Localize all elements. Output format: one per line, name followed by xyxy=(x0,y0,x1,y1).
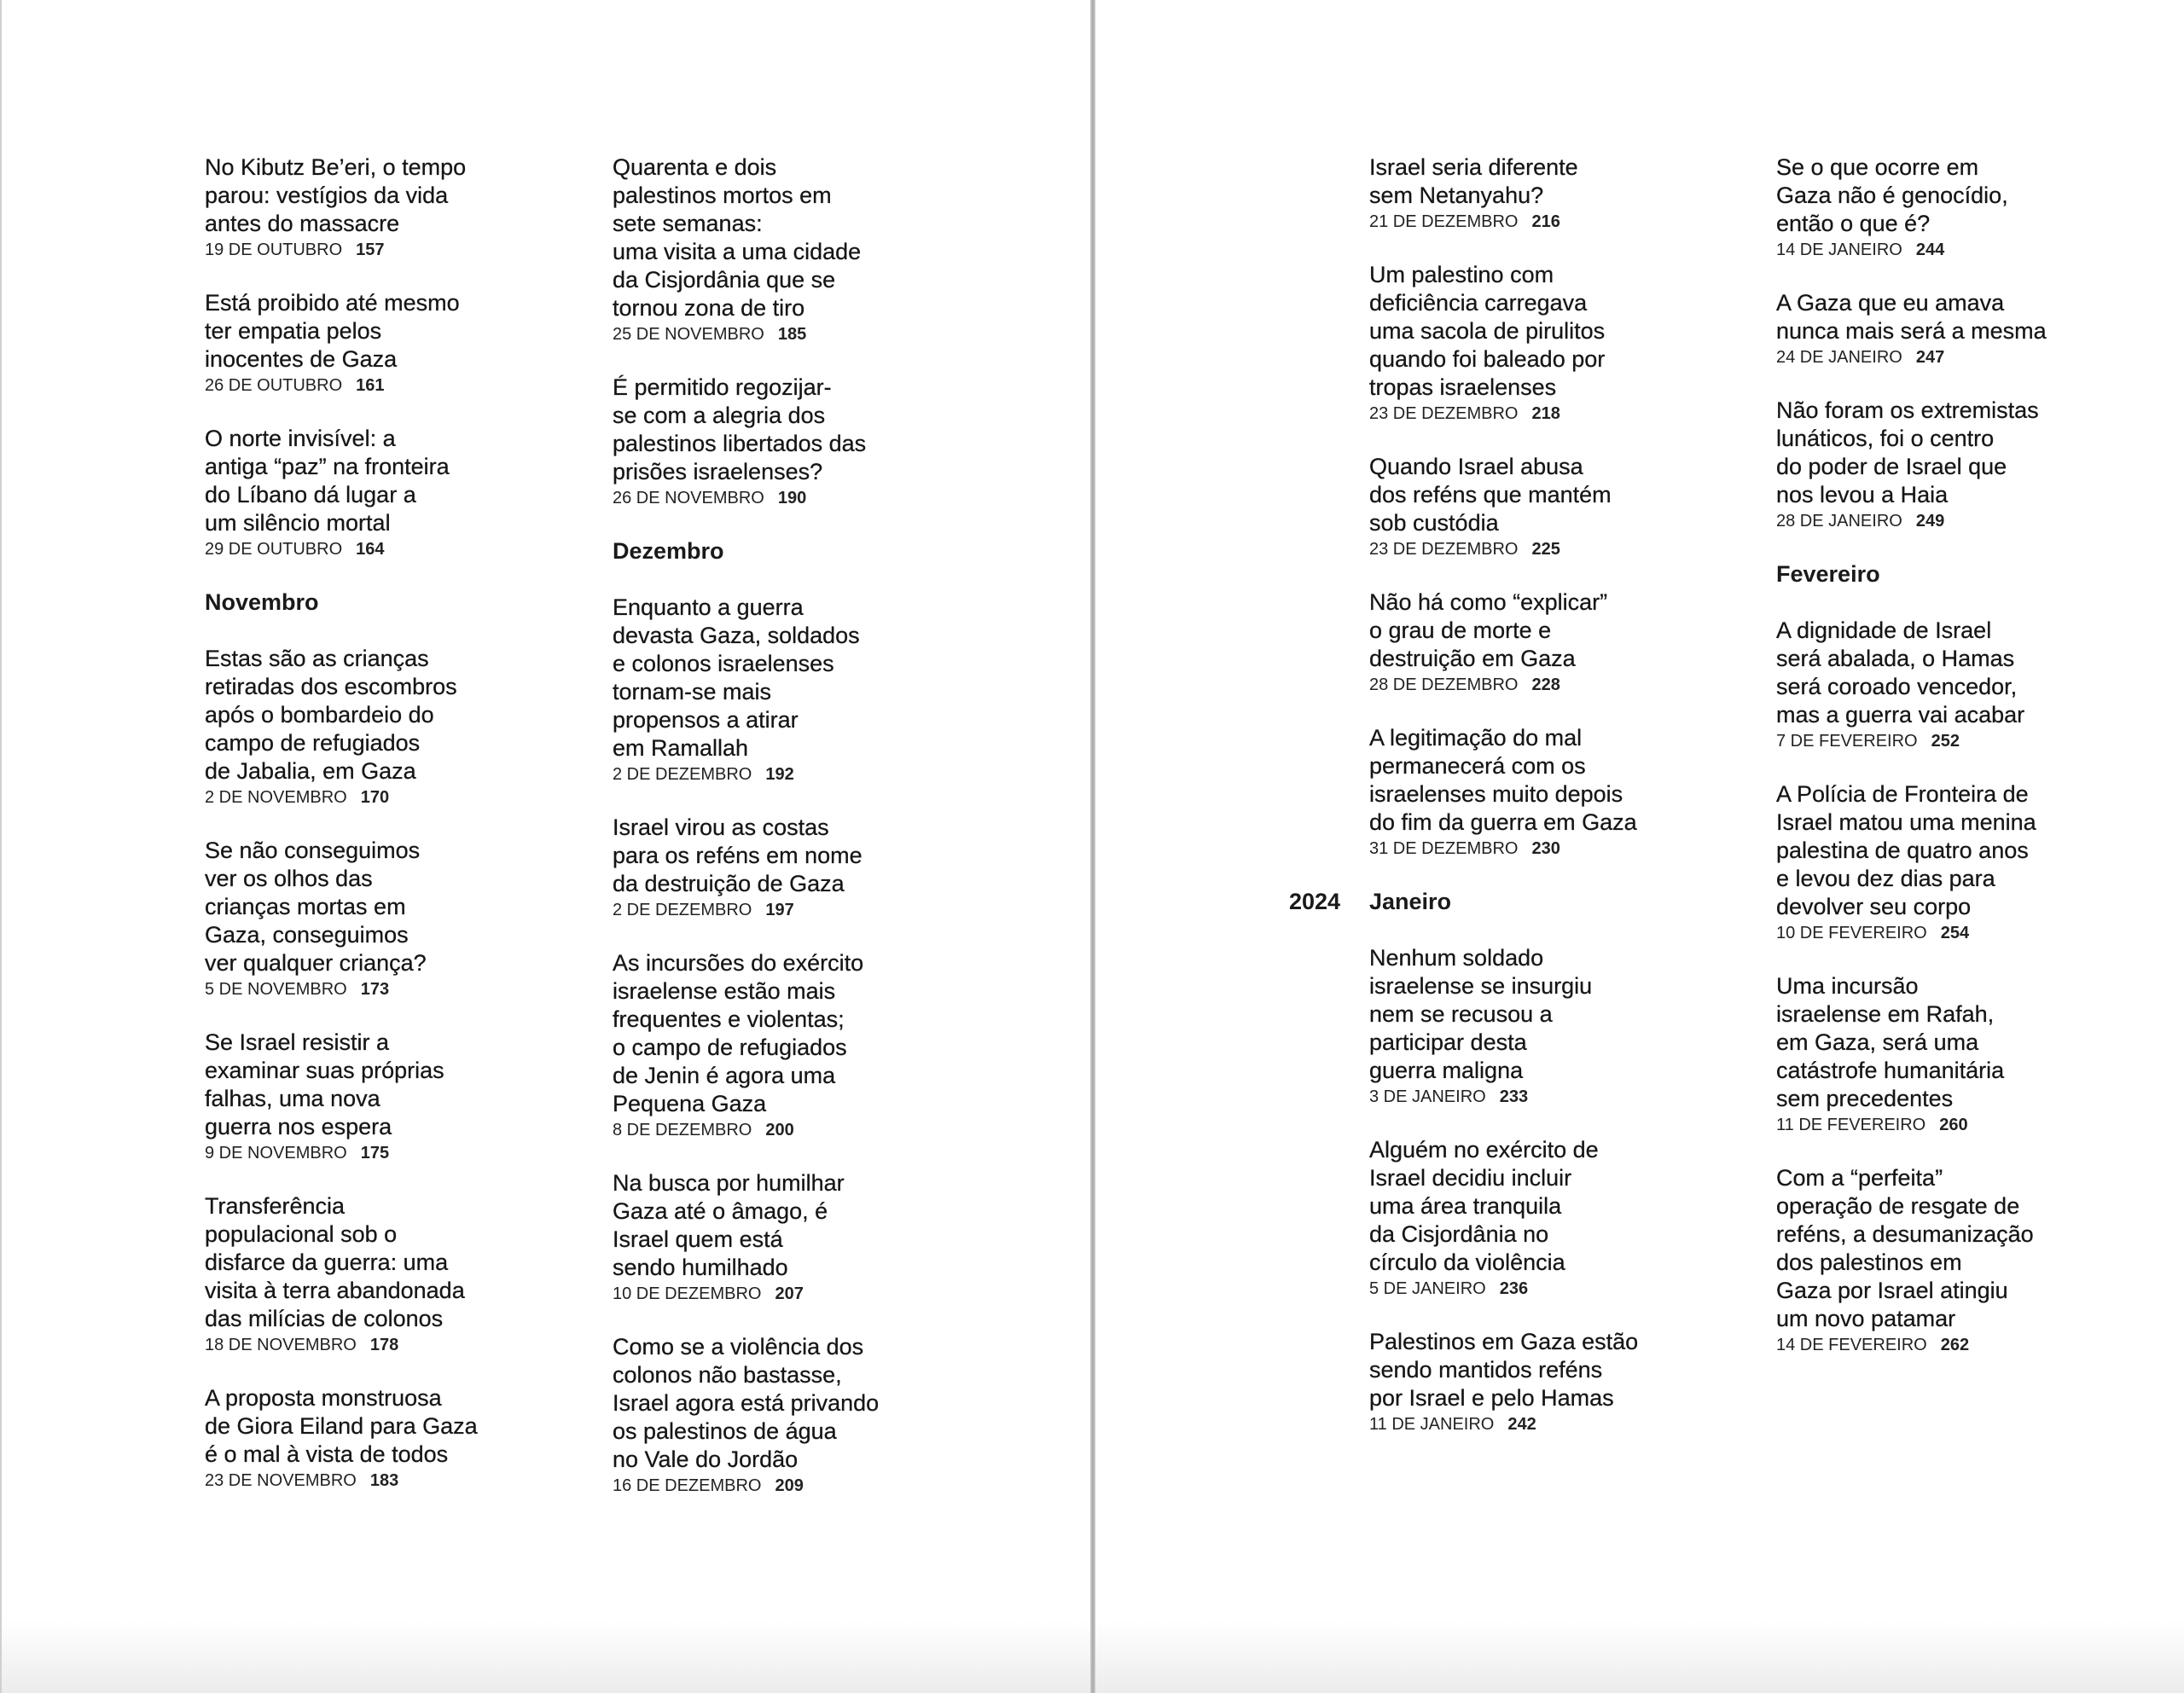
entry-title-line: Israel decidiu incluir xyxy=(1369,1165,1572,1191)
entry-title-line: uma sacola de pirulitos xyxy=(1369,318,1606,344)
month-heading xyxy=(613,537,920,565)
entry-meta xyxy=(205,1142,512,1164)
entry-title-line: então o que é? xyxy=(1776,211,1931,236)
entry-title-line: Gaza, conseguimos xyxy=(205,922,409,948)
toc-entry[interactable] xyxy=(205,645,512,809)
entry-title-line: Transferência xyxy=(205,1193,346,1219)
entry-title-line: israelense em Rafah, xyxy=(1776,1001,1995,1027)
entry-page-number: 173 xyxy=(360,980,390,999)
month-heading xyxy=(205,588,512,617)
toc-entry[interactable] xyxy=(205,1384,512,1492)
toc-entry[interactable] xyxy=(1776,617,2083,752)
entry-date: 14 DE JANEIRO xyxy=(1776,241,1902,259)
entry-title-line: retiradas dos escombros xyxy=(205,674,457,699)
entry-meta xyxy=(1776,239,2083,261)
entry-title-line: Israel quem está xyxy=(613,1226,783,1252)
entry-title-line: uma visita a uma cidade xyxy=(613,239,862,264)
entry-title-line: e colonos israelenses xyxy=(613,651,834,676)
toc-entry[interactable] xyxy=(1369,724,1676,860)
entry-title-line: Israel matou uma menina xyxy=(1776,809,2036,835)
month-label: Janeiro xyxy=(1369,889,1452,914)
entry-date: 5 DE JANEIRO xyxy=(1369,1279,1486,1298)
entry-date: 19 DE OUTUBRO xyxy=(205,241,343,259)
entry-meta xyxy=(1776,1114,2083,1136)
entry-page-number: 207 xyxy=(775,1284,804,1303)
entry-title-line: populacional sob o xyxy=(205,1221,398,1247)
entry-title-line: do Líbano dá lugar a xyxy=(205,482,416,507)
entry-date: 10 DE FEVEREIRO xyxy=(1776,924,1927,942)
year-heading: 2024 xyxy=(1289,889,1341,914)
entry-title xyxy=(205,837,512,977)
entry-title-line: É permitido regozijar- xyxy=(613,374,832,400)
entry-title-line: um novo patamar xyxy=(1776,1306,1956,1331)
entry-title xyxy=(1776,1164,2083,1333)
toc-entry[interactable] xyxy=(1369,944,1676,1108)
entry-title-line: o grau de morte e xyxy=(1369,617,1552,643)
entry-title-line: catástrofe humanitária xyxy=(1776,1058,2005,1083)
toc-entry[interactable] xyxy=(1369,588,1676,696)
entry-title xyxy=(613,949,920,1118)
entry-title xyxy=(205,1029,512,1141)
entry-title-line: Se Israel resistir a xyxy=(205,1029,390,1055)
toc-entry[interactable] xyxy=(1776,972,2083,1136)
entry-page-number: 230 xyxy=(1531,839,1560,858)
entry-title-line: campo de refugiados xyxy=(205,730,421,756)
entry-meta xyxy=(613,763,920,786)
entry-title-line: do poder de Israel que xyxy=(1776,454,2007,479)
entry-page-number: 209 xyxy=(775,1476,804,1495)
toc-entry[interactable] xyxy=(613,814,920,921)
right-page-column-2 xyxy=(1776,154,2083,1384)
entry-title-line: e levou dez dias para xyxy=(1776,866,1995,891)
entry-title-line: sendo mantidos reféns xyxy=(1369,1357,1603,1383)
entry-meta xyxy=(1776,510,2083,532)
toc-entry[interactable] xyxy=(613,1169,920,1305)
entry-page-number: 262 xyxy=(1940,1336,1970,1354)
toc-entry[interactable] xyxy=(205,1192,512,1356)
entry-title-line: da destruição de Gaza xyxy=(613,871,845,896)
entry-meta xyxy=(613,323,920,345)
entry-title-line: Gaza até o âmago, é xyxy=(613,1198,828,1224)
entry-meta xyxy=(1369,538,1676,560)
entry-title-line: sob custódia xyxy=(1369,510,1499,536)
entry-title-line: Não foram os extremistas xyxy=(1776,397,2039,423)
entry-date: 23 DE DEZEMBRO xyxy=(1369,540,1519,559)
entry-date: 23 DE NOVEMBRO xyxy=(205,1471,357,1490)
entry-meta xyxy=(613,487,920,509)
entry-title xyxy=(1776,780,2083,921)
entry-date: 26 DE NOVEMBRO xyxy=(613,489,764,507)
entry-date: 14 DE FEVEREIRO xyxy=(1776,1336,1927,1354)
month-label: Novembro xyxy=(205,589,319,615)
entry-meta xyxy=(205,239,512,261)
entry-meta xyxy=(1776,1334,2083,1356)
entry-title-line: os palestinos de água xyxy=(613,1418,837,1444)
entry-title xyxy=(1776,397,2083,509)
right-page xyxy=(1095,0,2184,1693)
entry-date: 10 DE DEZEMBRO xyxy=(613,1284,762,1303)
entry-title-line: sem precedentes xyxy=(1776,1086,1954,1111)
right-page-column-1 xyxy=(1289,154,1676,1464)
toc-entry[interactable] xyxy=(1776,780,2083,944)
toc-entry[interactable] xyxy=(1369,1328,1676,1435)
entry-title xyxy=(1776,972,2083,1113)
entry-title xyxy=(613,1333,920,1474)
entry-meta xyxy=(205,786,512,809)
entry-title-line: A dignidade de Israel xyxy=(1776,617,1992,643)
entry-title xyxy=(1776,154,2083,238)
entry-title-line: será abalada, o Hamas xyxy=(1776,646,2015,671)
entry-title-line: Nenhum soldado xyxy=(1369,945,1544,971)
entry-title-line: sendo humilhado xyxy=(613,1255,788,1280)
entry-title-line: nem se recusou a xyxy=(1369,1001,1553,1027)
entry-title-line: guerra nos espera xyxy=(205,1114,392,1139)
entry-title xyxy=(205,425,512,537)
entry-title xyxy=(205,1384,512,1469)
entry-title-line: As incursões do exército xyxy=(613,950,864,976)
entry-title xyxy=(1776,289,2083,345)
entry-title-line: do fim da guerra em Gaza xyxy=(1369,809,1637,835)
entry-page-number: 216 xyxy=(1531,212,1560,231)
entry-page-number: 190 xyxy=(777,489,807,507)
entry-title-line: Israel seria diferente xyxy=(1369,154,1578,180)
entry-title-line: sem Netanyahu? xyxy=(1369,183,1544,208)
entry-title-line: crianças mortas em xyxy=(205,894,406,919)
entry-date: 2 DE NOVEMBRO xyxy=(205,788,347,807)
entry-title-line: Uma incursão xyxy=(1776,973,1919,999)
entry-title xyxy=(613,154,920,322)
entry-title-line: Está proibido até mesmo xyxy=(205,290,460,316)
entry-date: 9 DE NOVEMBRO xyxy=(205,1144,347,1162)
toc-entry[interactable] xyxy=(613,1333,920,1497)
entry-page-number: 218 xyxy=(1531,404,1560,423)
entry-title-line: o campo de refugiados xyxy=(613,1035,847,1060)
entry-title xyxy=(205,1192,512,1333)
entry-title-line: Palestinos em Gaza estão xyxy=(1369,1329,1639,1354)
toc-entry[interactable] xyxy=(205,154,512,261)
toc-entry[interactable] xyxy=(613,594,920,786)
toc-entry[interactable] xyxy=(205,837,512,1000)
entry-title-line: operação de resgate de xyxy=(1776,1193,2020,1219)
entry-date: 26 DE OUTUBRO xyxy=(205,376,343,395)
entry-title-line: palestina de quatro anos xyxy=(1776,838,2029,863)
entry-title-line: participar desta xyxy=(1369,1029,1527,1055)
toc-entry[interactable] xyxy=(1369,261,1676,425)
entry-meta xyxy=(1776,346,2083,368)
entry-title xyxy=(205,154,512,238)
entry-page-number: 197 xyxy=(765,901,794,919)
entry-meta xyxy=(1369,838,1676,860)
entry-page-number: 242 xyxy=(1507,1415,1536,1434)
entry-page-number: 170 xyxy=(360,788,390,807)
month-heading xyxy=(1289,888,1676,916)
left-page-column-2 xyxy=(613,154,920,1525)
toc-entry[interactable] xyxy=(613,374,920,509)
entry-title-line: Gaza por Israel atingiu xyxy=(1776,1278,2008,1303)
entry-meta xyxy=(1369,403,1676,425)
entry-date: 11 DE JANEIRO xyxy=(1369,1415,1495,1434)
entry-date: 16 DE DEZEMBRO xyxy=(613,1476,762,1495)
entry-title-line: Um palestino com xyxy=(1369,262,1554,287)
entry-meta xyxy=(1776,730,2083,752)
entry-title-line: visita à terra abandonada xyxy=(205,1278,465,1303)
entry-title-line: tornou zona de tiro xyxy=(613,295,805,321)
entry-page-number: 249 xyxy=(1915,512,1945,531)
entry-date: 28 DE DEZEMBRO xyxy=(1369,675,1519,694)
entry-title xyxy=(1776,617,2083,729)
entry-date: 28 DE JANEIRO xyxy=(1776,512,1902,531)
entry-meta xyxy=(1369,1278,1676,1300)
entry-page-number: 254 xyxy=(1940,924,1970,942)
entry-date: 3 DE JANEIRO xyxy=(1369,1087,1486,1106)
entry-title-line: mas a guerra vai acabar xyxy=(1776,702,2025,728)
entry-title-line: tornam-se mais xyxy=(613,679,772,704)
entry-title-line: israelense se insurgiu xyxy=(1369,973,1593,999)
entry-title xyxy=(205,645,512,786)
entry-title-line: para os reféns em nome xyxy=(613,843,863,868)
entry-title-line: parou: vestígios da vida xyxy=(205,183,449,208)
toc-entry[interactable] xyxy=(205,425,512,560)
entry-title-line: Gaza não é genocídio, xyxy=(1776,183,2008,208)
entry-title-line: No Kibutz Be’eri, o tempo xyxy=(205,154,467,180)
entry-title xyxy=(1369,588,1676,673)
entry-title xyxy=(613,374,920,486)
entry-title-line: ver os olhos das xyxy=(205,866,373,891)
entry-title-line: sete semanas: xyxy=(613,211,763,236)
entry-title-line: de Giora Eiland para Gaza xyxy=(205,1413,478,1439)
entry-title-line: Israel agora está privando xyxy=(613,1390,880,1416)
entry-title-line: Estas são as crianças xyxy=(205,646,429,671)
entry-meta xyxy=(1369,1086,1676,1108)
entry-title-line: é o mal à vista de todos xyxy=(205,1441,449,1467)
entry-title-line: disfarce da guerra: uma xyxy=(205,1249,449,1275)
entry-title-line: em Gaza, será uma xyxy=(1776,1029,1979,1055)
toc-entry[interactable] xyxy=(1776,1164,2083,1356)
entry-title-line: A Gaza que eu amava xyxy=(1776,290,2005,316)
entry-title-line: se com a alegria dos xyxy=(613,403,826,428)
entry-title-line: Quando Israel abusa xyxy=(1369,454,1583,479)
entry-title-line: antiga “paz” na fronteira xyxy=(205,454,450,479)
entry-title xyxy=(1369,1328,1676,1412)
entry-title-line: propensos a atirar xyxy=(613,707,799,733)
entry-meta xyxy=(1369,1413,1676,1435)
entry-title-line: Israel virou as costas xyxy=(613,815,829,840)
toc-entry[interactable] xyxy=(613,949,920,1141)
entry-date: 21 DE DEZEMBRO xyxy=(1369,212,1519,231)
entry-page-number: 185 xyxy=(777,325,807,344)
entry-title-line: ter empatia pelos xyxy=(205,318,382,344)
entry-title xyxy=(1369,724,1676,837)
entry-date: 29 DE OUTUBRO xyxy=(205,540,343,559)
entry-title-line: Como se a violência dos xyxy=(613,1334,864,1360)
entry-page-number: 178 xyxy=(369,1336,399,1354)
entry-title-line: israelense estão mais xyxy=(613,978,836,1004)
entry-meta xyxy=(205,1470,512,1492)
entry-title-line: nunca mais será a mesma xyxy=(1776,318,2047,344)
entry-title-line: em Ramallah xyxy=(613,735,749,761)
entry-title xyxy=(1369,453,1676,537)
entry-title-line: O norte invisível: a xyxy=(205,426,396,451)
entry-page-number: 233 xyxy=(1499,1087,1529,1106)
entry-title-line: por Israel e pelo Hamas xyxy=(1369,1385,1614,1411)
entry-page-number: 244 xyxy=(1915,241,1945,259)
month-label: Fevereiro xyxy=(1776,561,1880,587)
entry-title-line: tropas israelenses xyxy=(1369,374,1557,400)
entry-title-line: círculo da violência xyxy=(1369,1249,1565,1275)
toc-entry[interactable] xyxy=(1776,397,2083,532)
entry-date: 5 DE NOVEMBRO xyxy=(205,980,347,999)
entry-title-line: dos palestinos em xyxy=(1776,1249,1962,1275)
entry-date: 25 DE NOVEMBRO xyxy=(613,325,764,344)
entry-title-line: examinar suas próprias xyxy=(205,1058,444,1083)
entry-page-number: 157 xyxy=(356,241,385,259)
entry-title-line: Se o que ocorre em xyxy=(1776,154,1979,180)
entry-page-number: 164 xyxy=(356,540,385,559)
entry-title xyxy=(613,814,920,898)
entry-title-line: será coroado vencedor, xyxy=(1776,674,2018,699)
entry-meta xyxy=(205,1334,512,1356)
entry-meta xyxy=(613,899,920,921)
entry-title-line: da Cisjordânia que se xyxy=(613,267,836,293)
entry-title-line: lunáticos, foi o centro xyxy=(1776,426,1995,451)
entry-title-line: ver qualquer criança? xyxy=(205,950,427,976)
entry-title-line: devolver seu corpo xyxy=(1776,894,1972,919)
entry-title-line: guerra maligna xyxy=(1369,1058,1524,1083)
entry-page-number: 260 xyxy=(1939,1116,1968,1134)
entry-meta xyxy=(613,1475,920,1497)
entry-title xyxy=(1369,154,1676,210)
toc-entry[interactable] xyxy=(1369,453,1676,560)
entry-title-line: israelenses muito depois xyxy=(1369,781,1623,807)
month-heading xyxy=(1776,560,2083,588)
entry-title xyxy=(613,594,920,762)
entry-title xyxy=(1369,1136,1676,1277)
entry-page-number: 228 xyxy=(1531,675,1560,694)
entry-title-line: Quarenta e dois xyxy=(613,154,777,180)
entry-title-line: frequentes e violentas; xyxy=(613,1006,845,1032)
entry-page-number: 225 xyxy=(1531,540,1560,559)
entry-title-line: inocentes de Gaza xyxy=(205,346,398,372)
entry-title-line: Pequena Gaza xyxy=(613,1091,767,1116)
entry-title-line: da Cisjordânia no xyxy=(1369,1221,1549,1247)
entry-title-line: prisões israelenses? xyxy=(613,459,823,484)
entry-date: 2 DE DEZEMBRO xyxy=(613,901,752,919)
entry-date: 2 DE DEZEMBRO xyxy=(613,765,752,784)
entry-title-line: Na busca por humilhar xyxy=(613,1170,845,1196)
left-page-column-1 xyxy=(205,154,512,1520)
toc-entry[interactable] xyxy=(205,289,512,397)
entry-title-line: dos reféns que mantém xyxy=(1369,482,1612,507)
entry-title-line: um silêncio mortal xyxy=(205,510,391,536)
entry-title xyxy=(1369,261,1676,402)
entry-title-line: A proposta monstruosa xyxy=(205,1385,442,1411)
entry-title xyxy=(1369,944,1676,1085)
entry-date: 7 DE FEVEREIRO xyxy=(1776,732,1918,751)
entry-meta xyxy=(613,1119,920,1141)
entry-title-line: Com a “perfeita” xyxy=(1776,1165,1943,1191)
entry-page-number: 183 xyxy=(369,1471,399,1490)
entry-title-line: de Jabalia, em Gaza xyxy=(205,758,416,784)
entry-title-line: deficiência carregava xyxy=(1369,290,1588,316)
entry-date: 18 DE NOVEMBRO xyxy=(205,1336,357,1354)
entry-meta xyxy=(205,374,512,397)
entry-meta xyxy=(1369,674,1676,696)
entry-page-number: 200 xyxy=(765,1121,794,1139)
toc-entry[interactable] xyxy=(1776,154,2083,261)
entry-title-line: uma área tranquila xyxy=(1369,1193,1562,1219)
entry-title-line: devasta Gaza, soldados xyxy=(613,623,860,648)
entry-title-line: palestinos libertados das xyxy=(613,431,867,456)
entry-date: 8 DE DEZEMBRO xyxy=(613,1121,752,1139)
entry-date: 11 DE FEVEREIRO xyxy=(1776,1116,1926,1134)
entry-title-line: A legitimação do mal xyxy=(1369,725,1583,751)
entry-title-line: nos levou a Haia xyxy=(1776,482,1949,507)
entry-title-line: permanecerá com os xyxy=(1369,753,1586,779)
toc-entry[interactable] xyxy=(1776,289,2083,368)
entry-title-line: colonos não bastasse, xyxy=(613,1362,842,1388)
entry-meta xyxy=(1369,211,1676,233)
entry-title-line: das milícias de colonos xyxy=(205,1306,444,1331)
entry-title-line: quando foi baleado por xyxy=(1369,346,1606,372)
entry-title-line: falhas, uma nova xyxy=(205,1086,380,1111)
toc-entry[interactable] xyxy=(1369,154,1676,233)
entry-date: 23 DE DEZEMBRO xyxy=(1369,404,1519,423)
entry-meta xyxy=(1776,922,2083,944)
entry-title-line: no Vale do Jordão xyxy=(613,1447,799,1472)
entry-title-line: Se não conseguimos xyxy=(205,838,421,863)
toc-entry[interactable] xyxy=(613,154,920,345)
entry-title-line: Não há como “explicar” xyxy=(1369,589,1608,615)
entry-title xyxy=(613,1169,920,1282)
toc-entry[interactable] xyxy=(1369,1136,1676,1300)
entry-title-line: Enquanto a guerra xyxy=(613,594,804,620)
entry-meta xyxy=(205,978,512,1000)
month-label: Dezembro xyxy=(613,538,724,564)
left-page xyxy=(0,0,1090,1693)
entry-date: 24 DE JANEIRO xyxy=(1776,348,1902,367)
entry-title-line: A Polícia de Fronteira de xyxy=(1776,781,2029,807)
entry-date: 31 DE DEZEMBRO xyxy=(1369,839,1519,858)
entry-title-line: palestinos mortos em xyxy=(613,183,832,208)
entry-page-number: 192 xyxy=(765,765,794,784)
entry-page-number: 175 xyxy=(360,1144,390,1162)
entry-page-number: 252 xyxy=(1931,732,1960,751)
entry-page-number: 161 xyxy=(356,376,385,395)
entry-title-line: Alguém no exército de xyxy=(1369,1137,1599,1162)
entry-page-number: 236 xyxy=(1499,1279,1529,1298)
entry-meta xyxy=(613,1283,920,1305)
toc-entry[interactable] xyxy=(205,1029,512,1164)
entry-page-number: 247 xyxy=(1915,348,1945,367)
entry-title-line: reféns, a desumanização xyxy=(1776,1221,2034,1247)
entry-title-line: antes do massacre xyxy=(205,211,400,236)
entry-title xyxy=(205,289,512,374)
entry-meta xyxy=(205,538,512,560)
entry-title-line: destruição em Gaza xyxy=(1369,646,1576,671)
entry-title-line: após o bombardeio do xyxy=(205,702,434,728)
entry-title-line: de Jenin é agora uma xyxy=(613,1063,836,1088)
